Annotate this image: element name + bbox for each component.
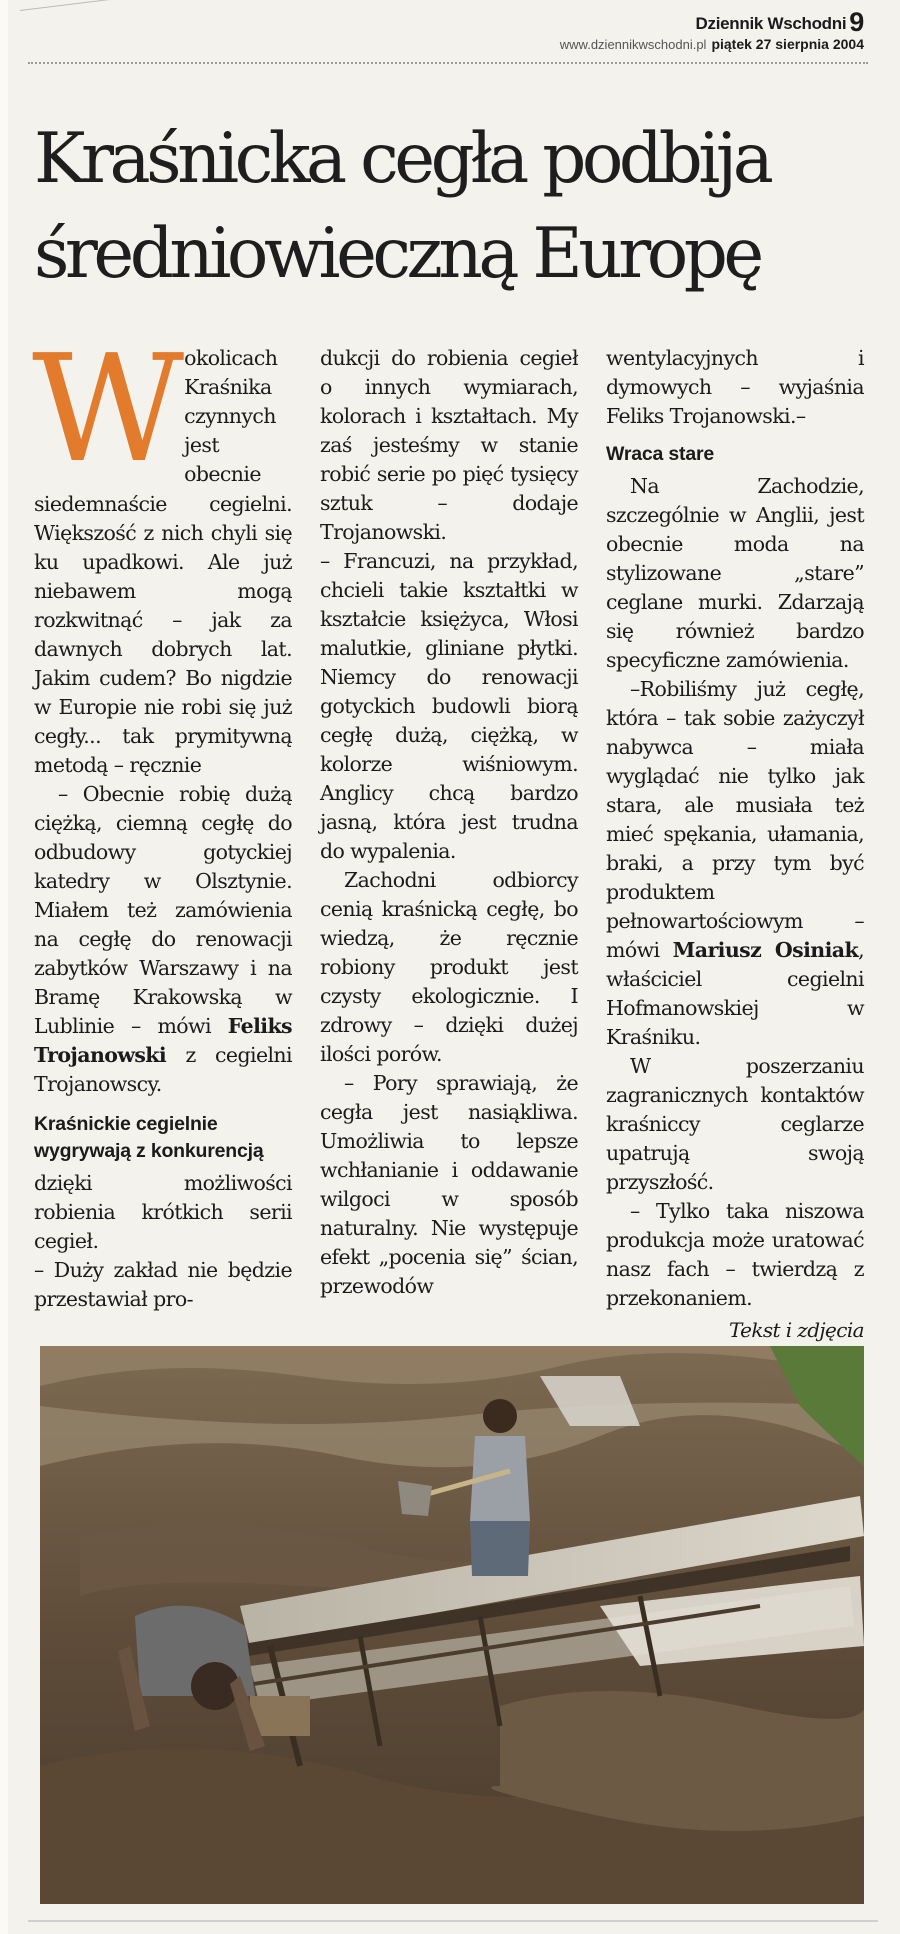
subheading: Wraca stare — [606, 443, 715, 465]
masthead-date-row — [560, 37, 864, 52]
subheading: Kraśnickie cegielnie wygrywają z konkurencją — [34, 1113, 264, 1162]
paragraph: wentylacyjnych i dymowych – wyjaśnia Feliks Trojanowski.– — [606, 346, 864, 428]
article-body — [32, 323, 866, 1342]
quote-text: – Obecnie robię dużą ciężką, ciemną cegłę do odbudowy gotyckiej katedry w Olsztynie. Miałem też zamówienia na cegłę do renowacji zabytków Warszawy i na Bramę Krakowską w Lublinie – mówi — [34, 782, 292, 1038]
paragraph — [34, 780, 292, 1099]
paragraph: – Duży zakład nie będzie przestawiał pro- — [34, 1258, 292, 1311]
quote-end: z cegielni Trojanowscy. — [34, 1043, 292, 1096]
paragraph: – Tylko taka niszowa produkcja może uratować nasz fach – twierdzą z przekonaniem. — [606, 1199, 864, 1310]
masthead-date: piątek 27 sierpnia 2004 — [711, 35, 864, 52]
lead-text: okolicach Kraśnika czynnych jest obecnie siedemnaście cegielni. Większość z nich chyli się ku upadkowi. Ale już niebawem mogą rozkwitnąć – jak za dawnych dobrych lat. Jakim cudem? Bo nigdzie w Europie nie robi się już cegły... tak prymitywną metodą – ręcznie — [34, 346, 292, 777]
paragraph: – Francuzi, na przykład, chcieli takie kształtki w kształcie księżyca, Włosi malutkie, gliniane płytki. Niemcy do renowacji gotyckich budowli biorą cegłę dużą, ciężką, w kolorze wiśniowym. Anglicy chcą bardzo jasną, która jest trudna do wypalenia. — [320, 549, 578, 863]
quote-text: –Robiliśmy już cegłę, która – tak sobie zażyczył nabywca – miała wyglądać nie tylko jak stara, ale musiała też mieć spękania, ułamania, braki, a przy tym być produktem pełnowartościowym – mówi — [606, 677, 864, 962]
drop-cap: W — [32, 323, 179, 495]
paragraph — [32, 323, 292, 780]
article-photo — [40, 1346, 864, 1904]
quote-end: , właściciel cegielni Hofmanowskiej w Kraśniku. — [606, 938, 864, 1049]
paragraph: dukcji do robienia cegieł o innych wymiarach, kolorach i kształtach. My zaś jesteśmy w stanie robić serie po pięć tysięcy sztuk – dodaje Trojanowski. — [320, 346, 578, 544]
article-column-3 — [606, 344, 864, 1371]
person-name: Feliks Trojanowski — [34, 1014, 292, 1067]
paragraph: dzięki możliwości robienia krótkich serii cegieł. — [34, 1171, 292, 1253]
masthead-paper-row — [560, 8, 864, 38]
article-column-1 — [32, 323, 292, 1314]
clay-pit-photo — [40, 1346, 864, 1904]
person-name: Mariusz Osiniak — [672, 938, 859, 962]
paragraph: Na Zachodzie, szczególnie w Anglii, jest obecnie moda na stylizowane „stare” ceglane murki. Zdarzają się również bardzo specyficzne zamówienia. — [606, 474, 864, 672]
paragraph: – Pory sprawiają, że cegła jest nasiąkliwa. Umożliwia to lepsze wchłanianie i oddawanie wilgoci w sposób naturalny. Nie występuje efekt „pocenia się” ścian, przewodów — [320, 1071, 578, 1298]
page-bottom-edge — [28, 1920, 878, 1922]
paragraph: Zachodni odbiorcy cenią kraśnicką cegłę, bo wiedzą, że ręcznie robiony produkt jest czysty ekologicznie. I zdrowy – dzięki dużej ilości porów. — [320, 868, 578, 1066]
masthead-website: www.dziennikwschodni.pl — [559, 36, 707, 52]
masthead-paper-name: Dziennik Wschodni — [695, 14, 847, 33]
article-headline: Kraśnicka cegła podbija średniowieczną Europę — [34, 119, 770, 295]
page-number: 9 — [849, 7, 864, 37]
header-dotted-rule — [28, 62, 868, 64]
article-column-2 — [320, 344, 578, 1301]
paragraph: W poszerzaniu zagranicznych kontaktów kraśniccy ceglarze upatrują swoją przyszłość. — [606, 1054, 864, 1194]
credit-label: Tekst i zdjęcia — [728, 1318, 864, 1342]
masthead — [560, 8, 864, 52]
paragraph — [606, 675, 864, 1052]
